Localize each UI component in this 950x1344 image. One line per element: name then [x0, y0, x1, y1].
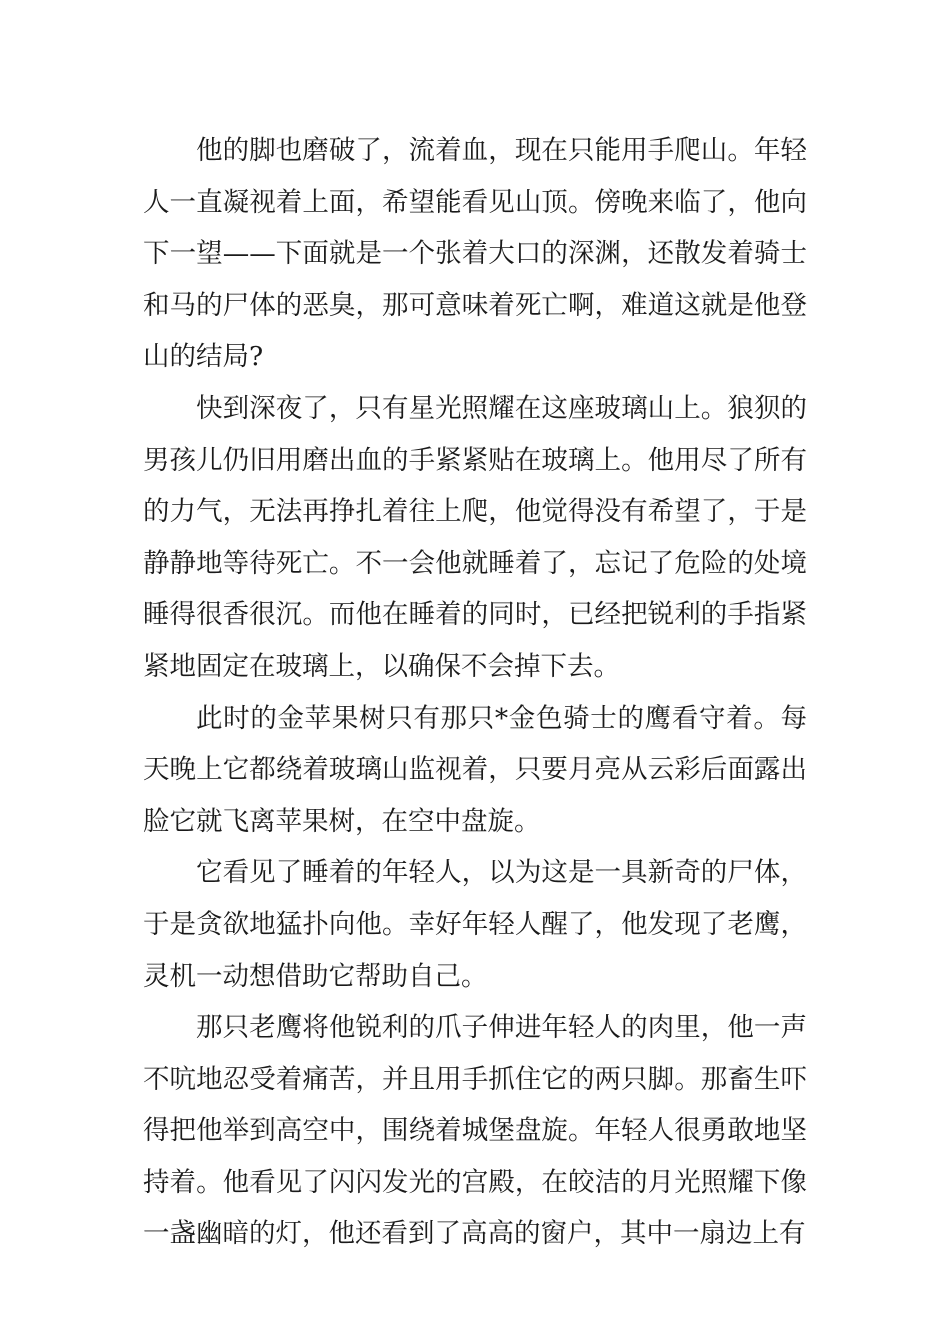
text-body [143, 125, 807, 1260]
paragraph-5: 那只老鹰将他锐利的爪子伸进年轻人的肉里，他一声不吭地忍受着痛苦，并且用手抓住它的两只脚。那畜生吓得把他举到高空中，围绕着城堡盘旋。年轻人很勇敢地坚持着。他看见了闪闪发光的宫殿，在皎洁的月光照耀下像一盏幽暗的灯，他还看到了高高的窗户，其中一扇边上有 [143, 1012, 807, 1250]
paragraph-2: 快到深夜了，只有星光照耀在这座玻璃山上。狼狈的男孩儿仍旧用磨出血的手紧紧贴在玻璃上。他用尽了所有的力气，无法再挣扎着往上爬，他觉得没有希望了，于是静静地等待死亡。不一会他就睡着了，忘记了危险的处境睡得很香很沉。而他在睡着的同时，已经把锐利的手指紧紧地固定在玻璃上，以确保不会掉下去。 [143, 392, 807, 682]
paragraph-4: 它看见了睡着的年轻人，以为这是一具新奇的尸体，于是贪欲地猛扑向他。幸好年轻人醒了，他发现了老鹰，灵机一动想借助它帮助自己。 [143, 857, 807, 992]
paragraph-1: 他的脚也磨破了，流着血，现在只能用手爬山。年轻人一直凝视着上面，希望能看见山顶。傍晚来临了，他向下一望——下面就是一个张着大口的深渊，还散发着骑士和马的尸体的恶臭，那可意味着死亡啊，难道这就是他登山的结局? [143, 135, 807, 373]
paragraph-3: 此时的金苹果树只有那只*金色骑士的鹰看守着。每天晚上它都绕着玻璃山监视着，只要月亮从云彩后面露出脸它就飞离苹果树，在空中盘旋。 [143, 702, 807, 837]
